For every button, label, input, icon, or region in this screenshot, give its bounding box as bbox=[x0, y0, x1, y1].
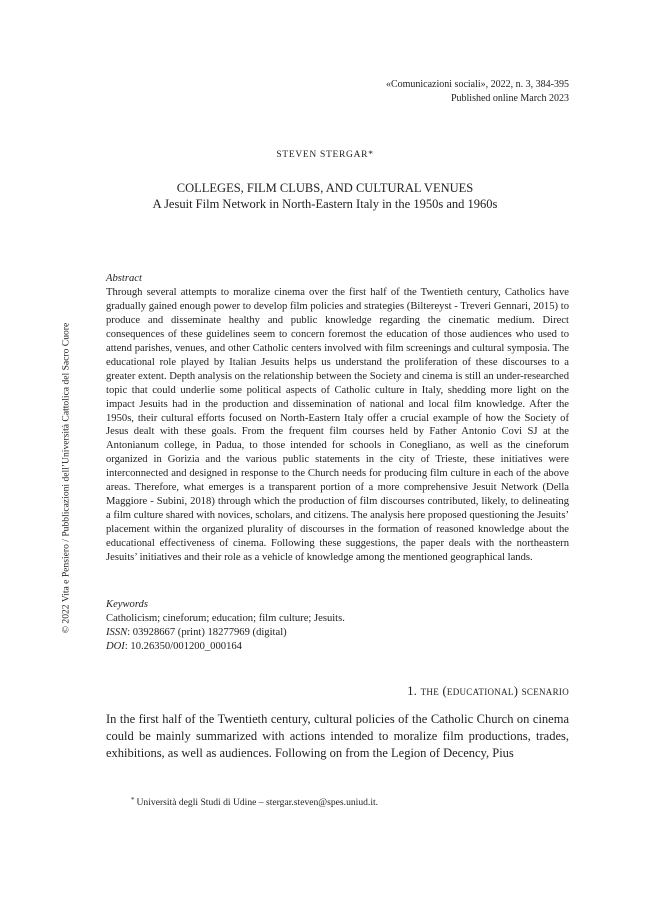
section-title: the (educational) scenario bbox=[420, 684, 569, 698]
keywords-section bbox=[106, 598, 569, 654]
journal-header bbox=[386, 78, 569, 106]
journal-citation: «Comunicazioni sociali», 2022, n. 3, 384-395 bbox=[385, 79, 569, 90]
abstract-heading: Abstract bbox=[106, 273, 142, 284]
abstract-text: Through several attempts to moralize cinema over the first half of the Twentieth century, Catholics have gradually gained enough power to develop film policies and strategies (Biltereyst - Treveri Gennari, 2015) to produce and disseminate healthy and public knowledge regarding the cinematic medium. Direct consequences of these guidelines seem to concern foremost the education of those audiences who used to attend parishes, venues, and other Catholic centers involved with film screenings and cultural symposia. The educational role played by Italian Jesuits helps us understand the proliferation of these discourses to a greater extent. Depth analysis on the relationship between the Society and cinema is still an under-researched topic that could underlie some political aspects of Catholic culture in Italy, shedding more light on the impact Jesuits had in the production and dissemination of national and local film knowledge. After the 1950s, their cultural efforts focused on North-Eastern Italy offer a crucial example of how the Society of Jesus dealt with these goals. From the frequent film courses held by Father Antonio Covi SJ at the Antonianum college, in Padua, to those intended for schools in Conegliano, as well as the cineforum organized in Gorizia and the various public statements in the city of Trieste, these initiatives were interconnected and designed in response to the Church needs for producing film culture in each of the above areas. Therefore, what emerges is a transparent portion of a more comprehensive Jesuit Network (Della Maggiore - Subini, 2018) through which the production of film discourses contributed, likely, to delineating a film culture shared with novices, scholars, and citizens. The analysis here proposed questioning the Jesuits’ placement within the organized plurality of discourses in the formation of reasoned knowledge about the educational effectiveness of cinema. Following these suggestions, the paper deals with the northeastern Jesuits’ initiatives and their role as a vehicle of knowledge among the mentioned geographical lands. bbox=[106, 286, 569, 564]
copyright-text: © 2022 Vita e Pensiero / Pubblicazioni dell’Università Cattolica del Sacro Cuore bbox=[60, 322, 72, 634]
footnote-marker: * bbox=[131, 796, 135, 804]
paper-title: COLLEGES, FILM CLUBS, AND CULTURAL VENUES bbox=[176, 181, 474, 195]
issn-value: : 03928667 (print) 18277969 (digital) bbox=[127, 626, 287, 638]
issn-label: ISSN bbox=[106, 626, 128, 638]
body-paragraph: In the first half of the Twentieth century, cultural policies of the Catholic Church on cinema could be mainly summarized with actions intended to moralize film productions, trades, exhibitions, as well as audiences. Following on from the Legion of Decency, Pius bbox=[106, 712, 569, 761]
keywords-heading: Keywords bbox=[106, 599, 148, 610]
issn-line bbox=[106, 626, 569, 640]
footnote-text: Università degli Studi di Udine – stergar.steven@spes.uniud.it. bbox=[136, 797, 379, 808]
author-name: STEVEN STERGAR* bbox=[276, 150, 374, 160]
section-number: 1. bbox=[407, 684, 421, 698]
doi-line bbox=[106, 640, 569, 654]
abstract-section bbox=[106, 272, 569, 565]
title-block bbox=[0, 180, 650, 212]
paper-subtitle: A Jesuit Film Network in North-Eastern Italy in the 1950s and 1960s bbox=[152, 197, 498, 211]
publication-date: Published online March 2023 bbox=[450, 93, 569, 104]
doi-label: DOI bbox=[106, 640, 125, 652]
keywords-list: Catholicism; cineforum; education; film culture; Jesuits. bbox=[106, 612, 345, 624]
doi-value: : 10.26350/001200_000164 bbox=[124, 640, 242, 652]
footnote bbox=[131, 797, 378, 808]
section-heading bbox=[407, 684, 569, 699]
